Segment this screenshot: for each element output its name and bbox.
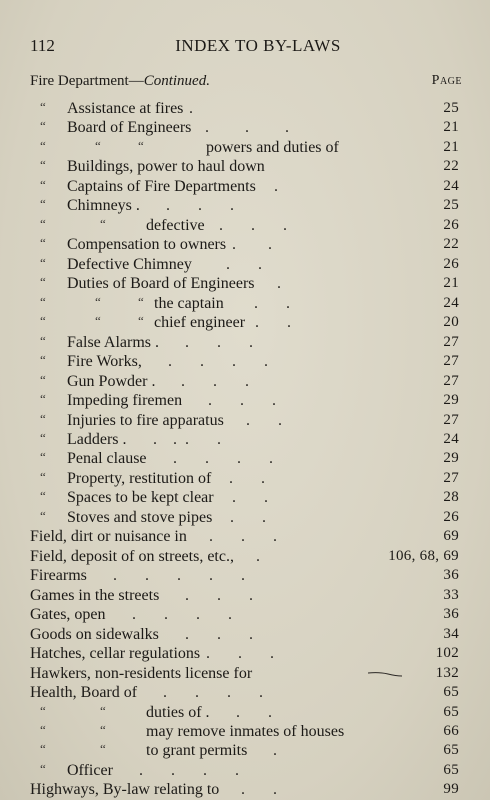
ditto-mark: “	[40, 449, 46, 465]
entry-text: Spaces to be kept clear	[67, 489, 214, 507]
page-reference: 27	[443, 469, 459, 486]
ditto-mark: “	[40, 429, 46, 445]
entry-text: Field, dirt or nuisance in	[30, 528, 187, 546]
page-reference: 27	[443, 353, 459, 370]
index-entry	[0, 625, 490, 644]
running-title: INDEX TO BY-LAWS	[175, 36, 341, 55]
ditto-mark: “	[40, 254, 46, 270]
entry-text: False Alarms .	[67, 333, 159, 351]
page-reference: 34	[443, 625, 459, 642]
ditto-mark: “	[40, 176, 46, 192]
ditto-mark: “	[138, 293, 144, 309]
entry-text: chief engineer	[154, 314, 246, 332]
ditto-mark: “	[40, 741, 46, 757]
page-reference: 27	[443, 411, 459, 428]
page-column-label: Page	[431, 73, 462, 88]
index-entry	[0, 274, 490, 293]
ditto-mark: “	[95, 313, 101, 329]
ditto-mark: “	[40, 468, 46, 484]
ditto-mark: “	[40, 371, 46, 387]
entry-text: Firearms	[30, 567, 87, 585]
index-entry	[0, 235, 490, 254]
entry-text: Field, deposit of on streets, etc.,	[30, 547, 234, 565]
entry-text: Health, Board of	[30, 684, 138, 702]
column-header	[30, 73, 462, 93]
leader-dots: . .	[194, 255, 262, 273]
index-entry	[0, 683, 490, 702]
ditto-mark: “	[40, 157, 46, 173]
page-reference: 22	[443, 236, 459, 253]
page-reference: 36	[443, 606, 459, 623]
page-reference: 66	[443, 723, 459, 739]
leader-dots: . . .	[193, 119, 289, 137]
page-reference: 24	[443, 177, 459, 194]
page-reference: 132	[435, 664, 459, 681]
leader-dots: . . . .	[144, 353, 268, 371]
leader-dots: . .	[228, 236, 272, 254]
index-entry	[0, 411, 490, 430]
index-entry	[0, 196, 490, 215]
ditto-mark: “	[40, 352, 46, 368]
page-reference: 65	[443, 742, 459, 759]
entry-text: Hatches, cellar regulations	[30, 645, 201, 663]
ditto-mark: “	[40, 488, 46, 504]
entry-text: Injuries to fire apparatus	[67, 411, 224, 429]
entry-text: Duties of Board of Engineers	[67, 275, 255, 293]
ditto-mark: “	[100, 702, 106, 718]
page-reference: 24	[443, 430, 459, 447]
index-entry	[0, 566, 490, 585]
entry-text: Goods on sidewalks	[30, 625, 159, 643]
leader-dots: . . .	[161, 333, 253, 351]
index-entry	[0, 547, 490, 566]
leader-dots: . .	[226, 411, 282, 429]
ditto-mark: “	[40, 118, 46, 134]
index-entry	[0, 430, 490, 449]
ditto-mark: “	[40, 235, 46, 251]
index-entry	[0, 605, 490, 624]
entry-text: defective	[146, 216, 205, 234]
index-entry	[0, 157, 490, 176]
leader-dots: .	[185, 100, 193, 117]
page-reference: 27	[443, 372, 459, 389]
page-reference: 69	[443, 528, 459, 545]
ditto-mark: “	[40, 722, 46, 737]
entry-text: to grant permits	[146, 742, 248, 760]
leader-dots: . . .	[161, 586, 253, 604]
index-entry	[0, 664, 490, 683]
entry-text: Captains of Fire Departments	[67, 177, 256, 195]
index-entry	[0, 722, 490, 741]
page-reference: 28	[443, 489, 459, 506]
leader-dots: . .	[226, 294, 290, 312]
leader-dots: . . .	[189, 528, 277, 546]
page-reference: 22	[443, 158, 459, 175]
leader-dots: . .	[247, 314, 291, 332]
index-entry	[0, 255, 490, 274]
page-reference: 36	[443, 567, 459, 584]
index-entries	[0, 99, 490, 800]
ditto-mark: “	[95, 137, 101, 153]
ditto-mark: “	[40, 137, 46, 153]
entry-text: Highways, By-law relating to	[30, 781, 220, 799]
leader-dots: . .	[216, 489, 268, 507]
index-entry	[0, 313, 490, 332]
index-entry	[0, 333, 490, 352]
ditto-mark: “	[40, 99, 46, 114]
leader-dots: . . . .	[108, 606, 232, 624]
leader-dots: . . .	[142, 197, 234, 215]
page-reference: 29	[443, 450, 459, 467]
entry-text: Gun Powder .	[67, 372, 156, 390]
entry-text: powers and duties of	[206, 138, 339, 156]
page-reference: 99	[443, 781, 459, 798]
page-reference: 29	[443, 392, 459, 409]
entry-text: Assistance at fires	[67, 100, 184, 117]
page-reference: 106, 68, 69	[388, 547, 459, 564]
index-entry	[0, 488, 490, 507]
ditto-mark: “	[40, 313, 46, 329]
index-entry	[0, 741, 490, 760]
ditto-mark: “	[40, 215, 46, 231]
ditto-mark: “	[40, 702, 46, 718]
entry-text: duties of .	[146, 703, 210, 721]
leader-dots: . . .	[184, 392, 276, 410]
leader-dots: . . .	[161, 625, 253, 643]
entry-text: Buildings, power to haul down	[67, 158, 265, 176]
page-reference: 26	[443, 508, 459, 525]
ditto-mark: “	[95, 293, 101, 309]
entry-text: Games in the streets	[30, 586, 160, 604]
page-reference: 65	[443, 703, 459, 720]
index-entry	[0, 352, 490, 371]
index-entry	[0, 703, 490, 722]
entry-text: Penal clause	[67, 450, 147, 468]
leader-dots: . . . .	[115, 761, 239, 779]
index-entry	[0, 118, 490, 137]
entry-text: Hawkers, non-residents license for	[30, 664, 253, 682]
leader-dots: .	[257, 275, 281, 293]
index-entry	[0, 449, 490, 468]
leader-dots: . .	[214, 508, 266, 526]
ditto-mark: “	[100, 741, 106, 757]
ditto-mark: “	[40, 507, 46, 523]
leader-dots: . .	[221, 781, 277, 799]
ditto-mark: “	[40, 391, 46, 407]
entry-text: Chimneys .	[67, 197, 140, 215]
leader-dots: . . .	[202, 645, 274, 663]
page-reference: 21	[443, 275, 459, 292]
page-reference: 21	[443, 119, 459, 136]
page-reference: 102	[435, 645, 459, 662]
entry-text: Property, restitution of	[67, 469, 212, 487]
index-entry	[0, 761, 490, 780]
index-entry	[0, 644, 490, 663]
leader-dots: .	[249, 742, 277, 760]
ditto-mark: “	[40, 760, 46, 776]
leader-dots: . . . . .	[89, 567, 245, 585]
page-reference: 25	[443, 197, 459, 214]
index-entry	[0, 138, 490, 157]
entry-text: Fire Works,	[67, 353, 142, 371]
index-entry	[0, 372, 490, 391]
entry-text: the captain	[154, 294, 224, 312]
leader-dots: . .	[212, 703, 272, 721]
index-entry	[0, 391, 490, 410]
ditto-mark: “	[40, 410, 46, 426]
entry-text: Officer	[67, 761, 113, 779]
page-reference: 20	[443, 314, 459, 331]
entry-text: Ladders .	[67, 430, 127, 448]
index-entry	[0, 508, 490, 527]
page-reference: 65	[443, 761, 459, 778]
entry-text: Compensation to owners	[67, 236, 227, 254]
index-entry	[0, 177, 490, 196]
page-header	[30, 36, 466, 60]
page-reference: 65	[443, 684, 459, 701]
page-reference: 33	[443, 586, 459, 603]
leader-dots: . . . .	[139, 684, 263, 702]
ditto-mark: “	[138, 137, 144, 153]
entry-text: Impeding firemen	[67, 392, 183, 410]
index-entry	[0, 216, 490, 235]
page-reference: 26	[443, 255, 459, 272]
leader-dots: . . . .	[129, 430, 221, 448]
index-entry	[0, 469, 490, 488]
page-number: 112	[30, 36, 55, 55]
leader-dots: . .	[213, 469, 265, 487]
page-reference: 25	[443, 100, 459, 116]
section-heading: Fire Department—Continued.	[30, 73, 210, 89]
page-reference: 21	[443, 138, 459, 155]
leader-dots: .	[236, 547, 260, 565]
entry-text: Stoves and stove pipes	[67, 508, 213, 526]
ditto-mark: “	[40, 196, 46, 212]
entry-text: Gates, open	[30, 606, 106, 624]
pen-stroke-mark	[368, 671, 402, 677]
leader-dots: . . .	[157, 372, 249, 390]
leader-dots: .	[258, 177, 278, 195]
ditto-mark: “	[40, 274, 46, 290]
leader-dots: . . . .	[149, 450, 273, 468]
ditto-mark: “	[100, 722, 106, 737]
ditto-mark: “	[100, 215, 106, 231]
index-entry	[0, 586, 490, 605]
page-reference: 26	[443, 216, 459, 233]
page-reference: 27	[443, 333, 459, 350]
index-entry	[0, 99, 490, 118]
index-entry	[0, 527, 490, 546]
page-reference: 24	[443, 294, 459, 311]
section-continued: Continued.	[143, 73, 210, 89]
leader-dots: . . .	[207, 216, 287, 234]
index-entry	[0, 294, 490, 313]
index-entry	[0, 780, 490, 799]
entry-text: Board of Engineers	[67, 119, 192, 137]
ditto-mark: “	[138, 313, 144, 329]
entry-text: may remove inmates of houses	[146, 723, 345, 740]
ditto-mark: “	[40, 293, 46, 309]
entry-text: Defective Chimney	[67, 255, 192, 273]
ditto-mark: “	[40, 332, 46, 348]
